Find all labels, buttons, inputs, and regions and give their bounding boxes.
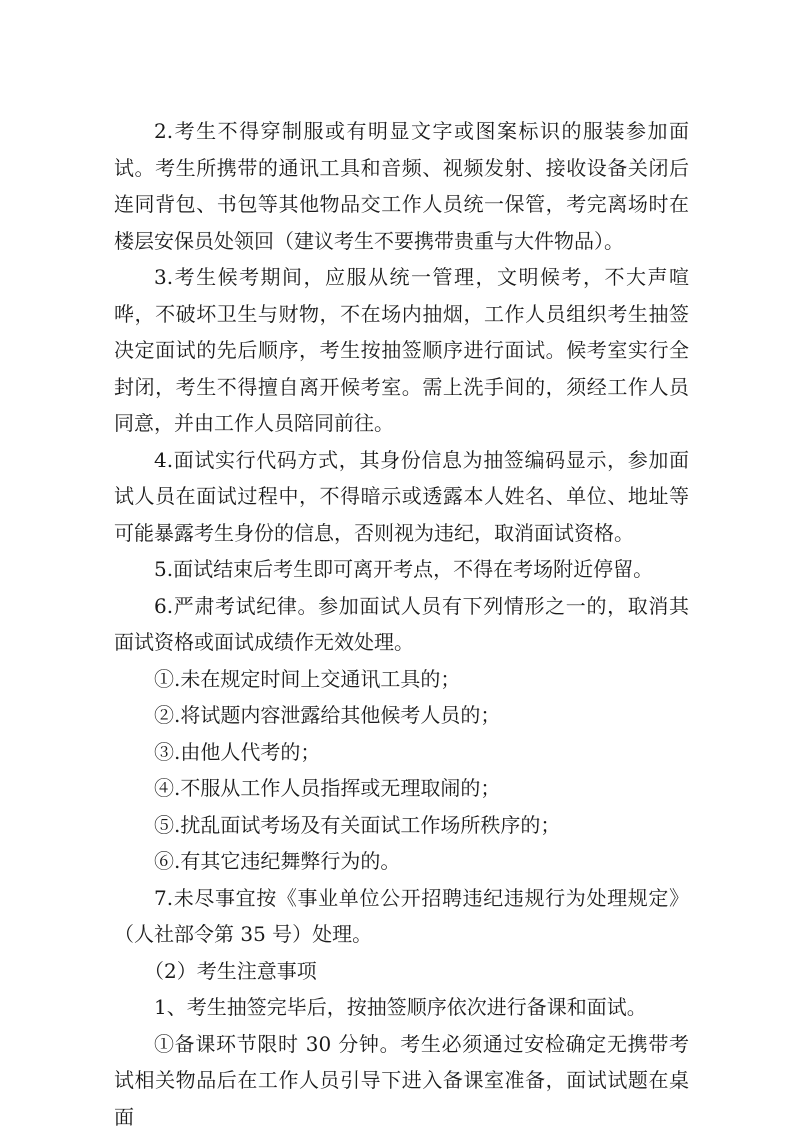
paragraph-rule-5: 5.面试结束后考生即可离开考点，不得在考场附近停留。 <box>114 551 689 588</box>
paragraph-item-1-sub: ①备课环节限时 30 分钟。考生必须通过安检确定无携带考试相关物品后在工作人员引导下进入备课室准备，面试试题在桌面 <box>114 1026 689 1135</box>
paragraph-rule-6: 6.严肃考试纪律。参加面试人员有下列情形之一的，取消其面试资格或面试成绩作无效处理。 <box>114 588 689 661</box>
section-heading: （2）考生注意事项 <box>114 953 689 990</box>
violation-item: ⑥.有其它违纪舞弊行为的。 <box>114 843 689 880</box>
violation-item: ④.不服从工作人员指挥或无理取闹的； <box>114 770 689 807</box>
paragraph-item-1: 1、考生抽签完毕后，按抽签顺序依次进行备课和面试。 <box>114 989 689 1026</box>
paragraph-rule-4: 4.面试实行代码方式，其身份信息为抽签编码显示，参加面试人员在面试过程中，不得暗示或透露本人姓名、单位、地址等可能暴露考生身份的信息，否则视为违纪，取消面试资格。 <box>114 442 689 552</box>
paragraph-rule-3: 3.考生候考期间，应服从统一管理，文明候考，不大声喧哗，不破坏卫生与财物，不在场内抽烟，工作人员组织考生抽签决定面试的先后顺序，考生按抽签顺序进行面试。候考室实行全封闭，考生不得擅自离开候考室。需上洗手间的，须经工作人员同意，并由工作人员陪同前往。 <box>114 259 689 442</box>
paragraph-rule-7: 7.未尽事宜按《事业单位公开招聘违纪违规行为处理规定》（人社部令第 35 号）处理。 <box>114 880 689 953</box>
violation-item: ⑤.扰乱面试考场及有关面试工作场所秩序的； <box>114 807 689 844</box>
violation-item: ③.由他人代考的； <box>114 734 689 771</box>
violation-item: ①.未在规定时间上交通讯工具的； <box>114 661 689 698</box>
document-body <box>114 113 689 1135</box>
paragraph-rule-2: 2.考生不得穿制服或有明显文字或图案标识的服装参加面试。考生所携带的通讯工具和音频、视频发射、接收设备关闭后连同背包、书包等其他物品交工作人员统一保管，考完离场时在楼层安保员处领回（建议考生不要携带贵重与大件物品）。 <box>114 113 689 259</box>
violation-item: ②.将试题内容泄露给其他候考人员的； <box>114 697 689 734</box>
